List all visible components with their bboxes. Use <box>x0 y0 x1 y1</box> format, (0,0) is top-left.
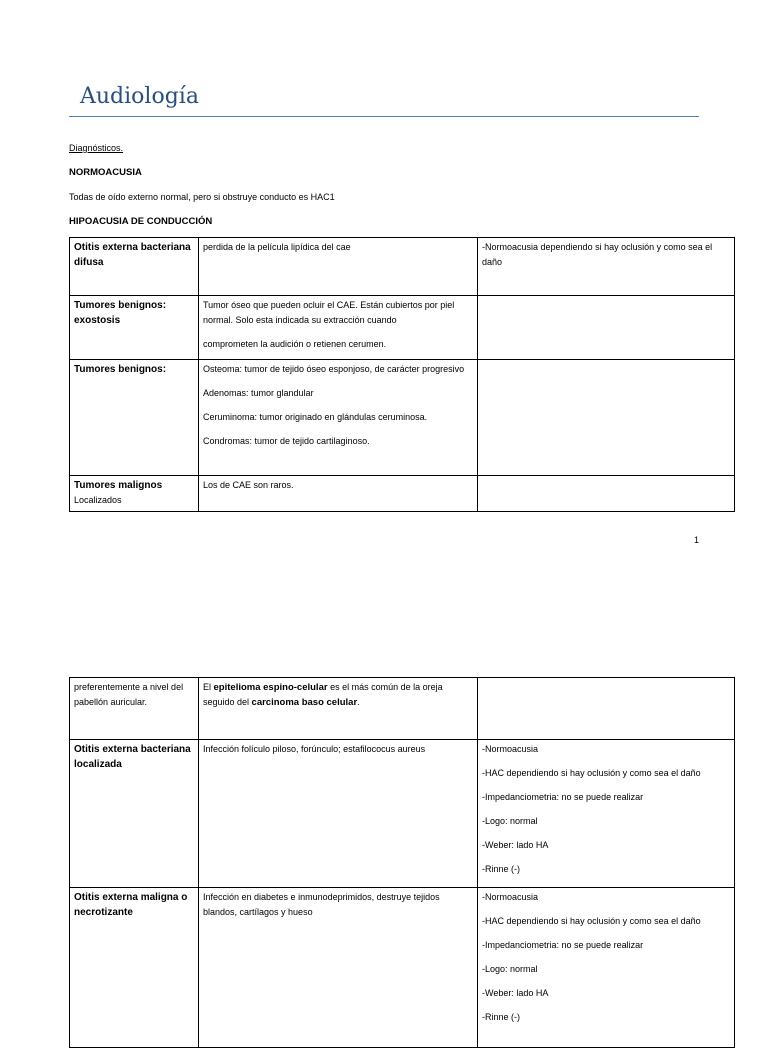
finding: -Weber: lado HA <box>482 988 549 998</box>
finding: -Impedanciometria: no se puede realizar <box>482 792 644 802</box>
finding: -Weber: lado HA <box>482 840 549 850</box>
description: Osteoma: tumor de tejido óseo esponjoso, de carácter progresivo <box>203 364 465 374</box>
table-cell <box>199 740 478 888</box>
condition-name: Otitis externa bacteriana difusa <box>74 242 191 268</box>
table-row <box>70 476 735 512</box>
description: perdida de la película lipídica del cae <box>203 242 351 252</box>
conduction-table-continued <box>69 677 735 1048</box>
finding: -HAC dependiendo si hay oclusión y como sea el daño <box>482 768 701 778</box>
finding: -Logo: normal <box>482 816 538 826</box>
table-cell <box>478 678 735 740</box>
normoacusia-heading: NORMOACUSIA <box>69 167 142 178</box>
description: Los de CAE son raros. <box>203 480 294 490</box>
normoacusia-text: Todas de oído externo normal, pero si obstruye conducto es HAC1 <box>69 192 335 202</box>
table-cell <box>478 360 735 476</box>
table-cell <box>199 678 478 740</box>
description-text: . <box>357 697 360 707</box>
title-divider <box>69 116 699 117</box>
description: Infección en diabetes e inmunodeprimidos, destruye tejidos blandos, cartílagos y hueso <box>203 892 440 917</box>
table-cell <box>70 296 199 360</box>
document-title: Audiología <box>80 84 199 109</box>
hipoacusia-heading: HIPOACUSIA DE CONDUCCIÓN <box>69 216 213 227</box>
table-cell <box>478 476 735 512</box>
finding: -Rinne (-) <box>482 1012 521 1022</box>
table-cell <box>199 238 478 296</box>
table-row <box>70 238 735 296</box>
finding: -Normoacusia <box>482 744 539 754</box>
table-cell <box>199 476 478 512</box>
table-cell <box>478 296 735 360</box>
description: Infección folículo piloso, forúnculo; estafilococus aureus <box>203 744 426 754</box>
condition-continuation: preferentemente a nivel del pabellón auricular. <box>74 682 184 707</box>
finding: -Logo: normal <box>482 964 538 974</box>
table-row <box>70 296 735 360</box>
table-cell <box>70 238 199 296</box>
condition-name: Tumores malignos <box>74 480 163 491</box>
finding: -Impedanciometria: no se puede realizar <box>482 940 644 950</box>
description: Adenomas: tumor glandular <box>203 388 314 398</box>
page-number: 1 <box>694 535 700 545</box>
description: Tumor óseo que pueden ocluir el CAE. Están cubiertos por piel normal. Solo esta indicada su extracción cuando <box>203 300 455 325</box>
table-row <box>70 740 735 888</box>
condition-name: Otitis externa maligna o necrotizante <box>74 892 188 918</box>
condition-name: Tumores benignos: exostosis <box>74 300 167 326</box>
conduction-table <box>69 237 735 512</box>
diagnosticos-label: Diagnósticos. <box>69 143 124 153</box>
description-text: El <box>203 682 214 692</box>
table-cell <box>478 238 735 296</box>
findings: -Normoacusia dependiendo si hay oclusión y como sea el daño <box>482 242 713 267</box>
description-bold: carcinoma baso celular <box>251 697 358 708</box>
finding: -Rinne (-) <box>482 864 521 874</box>
table-cell <box>199 360 478 476</box>
table-row <box>70 360 735 476</box>
description: comprometen la audición o retienen cerumen. <box>203 339 387 349</box>
finding: -HAC dependiendo si hay oclusión y como sea el daño <box>482 916 701 926</box>
description-text: es el más común de la oreja seguido del <box>203 682 443 707</box>
table-cell <box>70 740 199 888</box>
finding: -Normoacusia <box>482 892 539 902</box>
table-cell <box>70 678 199 740</box>
description: Condromas: tumor de tejido cartilaginoso. <box>203 436 370 446</box>
description-bold: epitelioma espino-celular <box>213 682 328 693</box>
condition-name: Tumores benignos: <box>74 364 167 375</box>
table-cell <box>478 740 735 888</box>
condition-name: Otitis externa bacteriana localizada <box>74 744 191 770</box>
table-cell <box>70 476 199 512</box>
condition-subtitle: Localizados <box>74 495 122 505</box>
table-cell <box>199 296 478 360</box>
table-row <box>70 678 735 740</box>
table-cell <box>70 360 199 476</box>
description: Ceruminoma: tumor originado en glándulas ceruminosa. <box>203 412 428 422</box>
